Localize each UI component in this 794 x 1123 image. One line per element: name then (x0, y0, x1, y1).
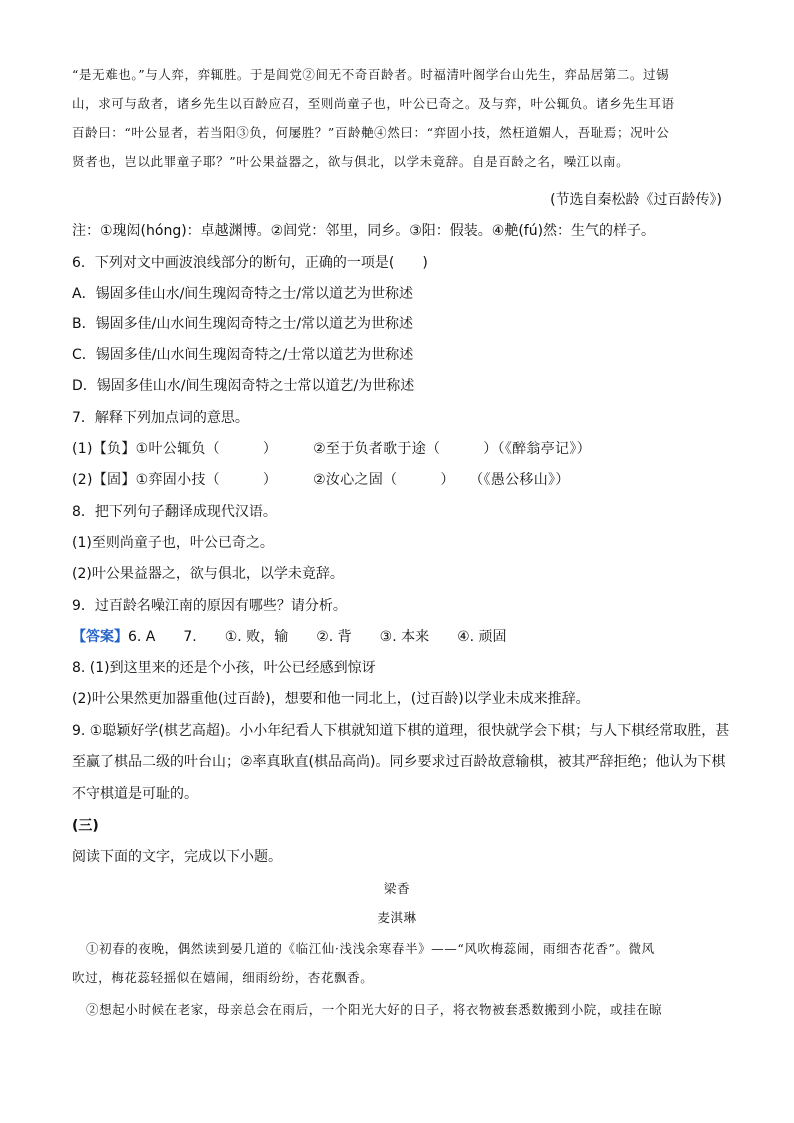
section-heading: (三) (72, 818, 99, 834)
q6-option-d: D．锡固多佳山水/间生瑰闳奇特之士常以道艺/为世称述 (72, 378, 415, 394)
q6-option-c: C．锡固多佳/山水间生瑰闳奇特之/士常以道艺为世称述 (72, 347, 414, 363)
question-7-stem: 7．解释下列加点词的意思。 (72, 410, 249, 426)
paragraph-1-line-2: 吹过，梅花蕊轻摇似在嬉闹，细雨纷纷，杏花飘香。 (72, 970, 374, 985)
section-instruction: 阅读下面的文字，完成以下小题。 (72, 849, 282, 865)
answer-q9-line-2: 至赢了棋品二级的叶台山；②率真耿直(棋品高尚)。同乡要求过百龄故意输棋，被其严辞拒绝；他认为下棋 (72, 754, 726, 770)
answer-tag: 【答案】 (72, 629, 128, 645)
answer-q8-1: 8. (1)到这里来的还是个小孩，叶公已经感到惊讶 (72, 660, 376, 676)
q6-option-b: B．锡固多佳/山水间生瑰闳奇特之士/常以道艺为世称述 (72, 316, 414, 332)
question-8-stem: 8．把下列句子翻译成现代汉语。 (72, 504, 277, 520)
q6-option-a: A．锡固多佳山水/间生瑰闳奇特之士/常以道艺为世称述 (72, 286, 414, 302)
paragraph-2-line-1: ②想起小时候在老家，母亲总会在雨后，一个阳光大好的日子，将衣物被套悉数搬到小院，或挂在晾 (86, 1002, 663, 1017)
q7-row-1: (1)【负】①叶公辄负（ ） ②至于负者歌于途（ ）（《醉翁亭记》） (72, 441, 591, 457)
answer-q9-line-3: 不守棋道是可耻的。 (72, 786, 198, 802)
answer-q6-q7: 6. A 7. ①. 败，输 ②. 背 ③. 本来 ④. 顽固 (128, 629, 507, 645)
answer-q9-line-1: 9. ①聪颖好学(棋艺高超)。小小年纪看人下棋就知道下棋的道理，很快就学会下棋；与人下棋经常取胜，甚 (72, 723, 730, 739)
q8-sentence-1: (1)至则尚童子也，叶公已奇之。 (72, 535, 274, 551)
article-title: 梁香 (383, 881, 411, 896)
q7-row-2: (2)【固】①弈固小技（ ） ②汝心之固（ ） （《愚公移山》） (72, 472, 570, 488)
answer-line-1 (72, 628, 507, 646)
question-6-stem: 6．下列对文中画波浪线部分的断句，正确的一项是( ) (72, 255, 428, 271)
paragraph-1-line-1: ①初春的夜晚，偶然读到晏几道的《临江仙·浅浅余寒春半》——“风吹梅蕊闹，雨细杏花香”。微风 (86, 941, 655, 956)
question-9-stem: 9．过百龄名噪江南的原因有哪些？请分析。 (72, 598, 347, 614)
answer-q8-2: (2)叶公果然更加器重他(过百龄)，想要和他一同北上，(过百龄)以学业未成来推辞。 (72, 691, 590, 707)
passage-line-4: 贤者也，岂以此罪童子耶？”叶公果益器之，欲与俱北，以学未竟辞。自是百龄之名，噪江以南。 (72, 154, 630, 169)
q8-sentence-2: (2)叶公果益器之，欲与俱北，以学未竟辞。 (72, 566, 344, 582)
annotation-notes: 注：①瑰闳(hóng)：卓越渊博。②闾党：邻里，同乡。③阳：假装。④艴(fú)然：生气的样子。 (72, 223, 656, 239)
article-author: 麦淇琳 (377, 910, 417, 925)
passage-line-3: 百龄曰：“叶公显者，若当阳③负，何屡胜？”百龄艴④然曰：“弈固小技，然枉道媚人，吾耻焉；况叶公 (72, 125, 670, 140)
passage-line-1: “是无难也。”与人弈，弈辄胜。于是闾党②间无不奇百龄者。时福清叶阁学台山先生，弈品居第二。过锡 (72, 67, 670, 82)
source-citation: (节选自秦松龄《过百龄传》) (550, 192, 722, 208)
passage-line-2: 山，求可与敌者，诸乡先生以百龄应召，至则尚童子也，叶公已奇之。及与弈，叶公辄负。诸乡先生耳语 (72, 96, 675, 111)
